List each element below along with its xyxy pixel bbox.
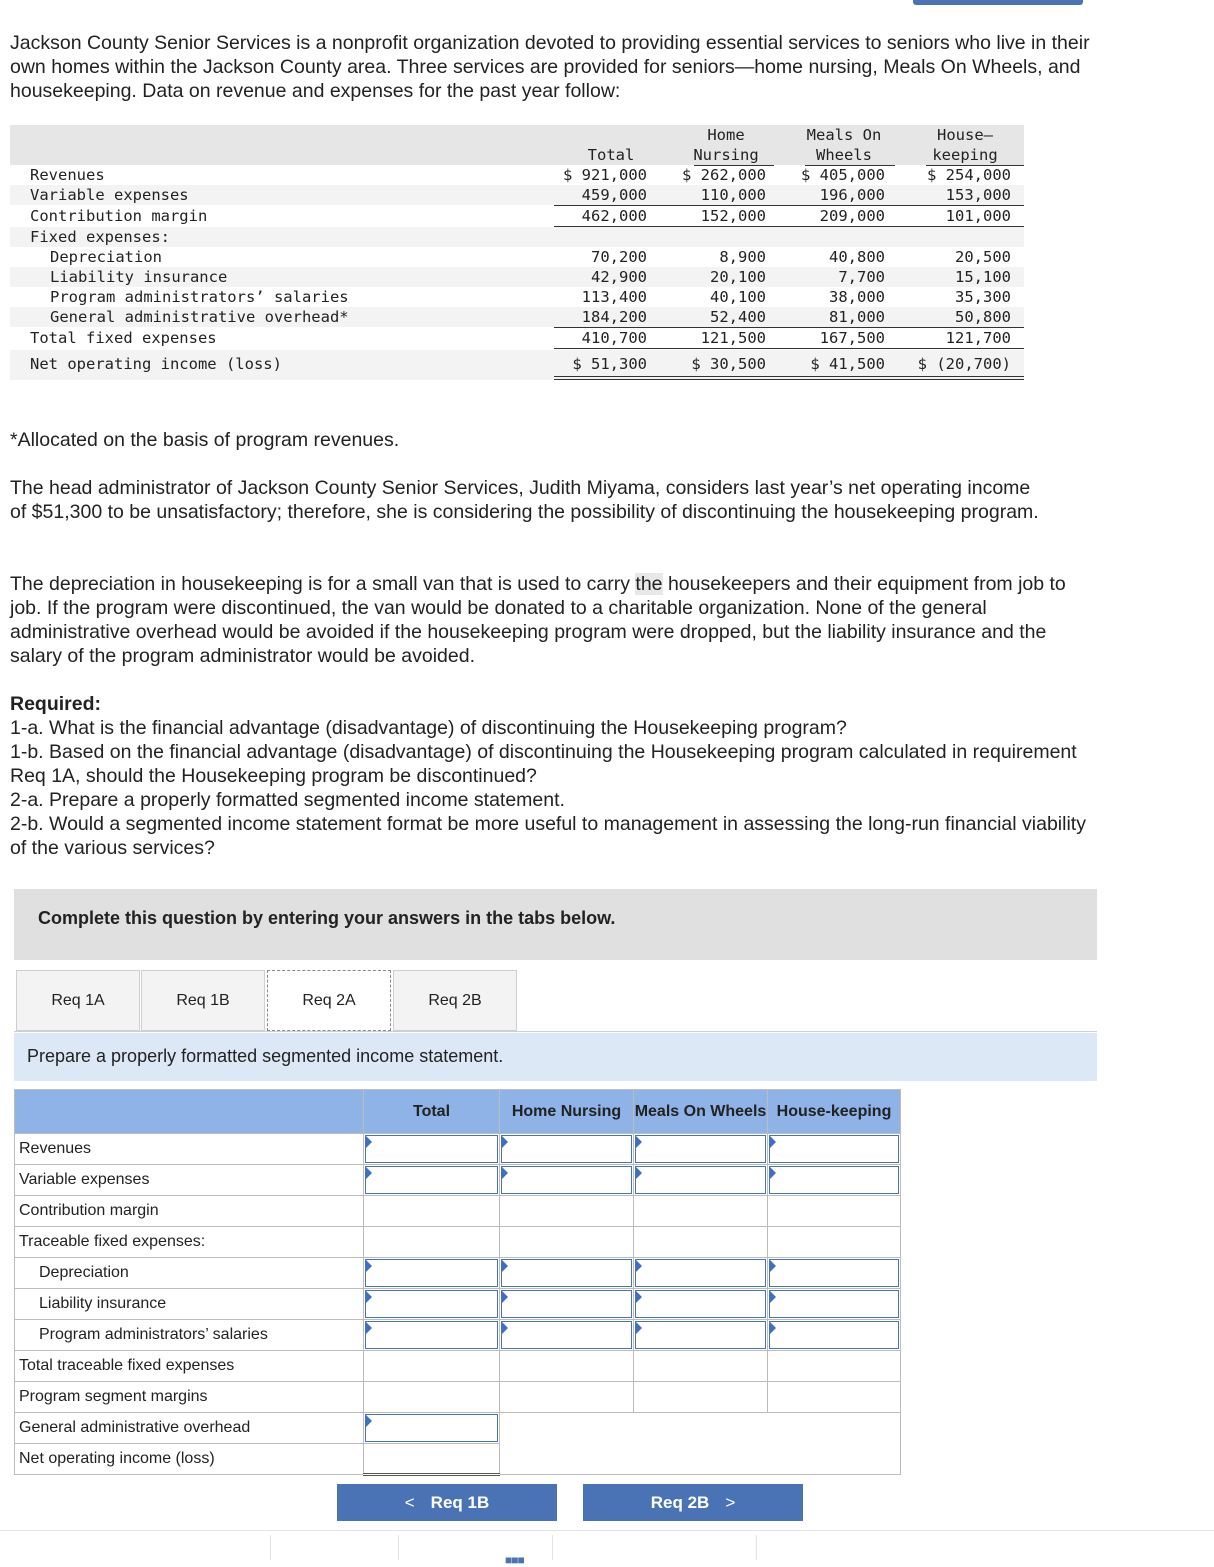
variable-expenses-housekeeping-input[interactable] bbox=[770, 1167, 898, 1193]
table-row: Fixed expenses: bbox=[10, 227, 1024, 247]
program-admin-meals-input[interactable] bbox=[636, 1322, 765, 1348]
tab-req-1b[interactable]: Req 1B bbox=[141, 970, 265, 1031]
header-meals-2: Wheels bbox=[816, 146, 872, 164]
liability-insurance-meals-input[interactable] bbox=[636, 1291, 765, 1317]
variable-expenses-total-input[interactable] bbox=[366, 1167, 497, 1193]
revenues-total-input[interactable] bbox=[366, 1136, 497, 1162]
header-home-nursing-2: Nursing bbox=[693, 146, 759, 164]
row-label-segment-margins: Program segment margins bbox=[15, 1382, 364, 1413]
segmented-income-statement bbox=[14, 1089, 901, 1476]
header-meals-1: Meals On bbox=[806, 126, 882, 144]
header-home-nursing-1: Home bbox=[707, 126, 745, 144]
row-label-contribution-margin: Contribution margin bbox=[15, 1196, 364, 1227]
program-admin-housekeeping-input[interactable] bbox=[770, 1322, 898, 1348]
paragraph-3: The depreciation in housekeeping is for a small van that is used to carry the housekeepers and their equipment from job to job. If the program were discontinued, the van would be donated to a charitable organization. None of the general administrative overhead would be avoided if the housekeeping program were dropped, but the liability insurance and the salary of the program administrator would be avoided. bbox=[10, 573, 1066, 667]
paragraph-2: The head administrator of Jackson County Senior Services, Judith Miyama, considers last year’s net operating income of $51,300 to be unsatisfactory; therefore, she is considering the possibility of discontinuing the housekeeping program. bbox=[10, 477, 1039, 523]
revenues-home-nursing-input[interactable] bbox=[502, 1136, 631, 1162]
tab-prompt: Prepare a properly formatted segmented income statement. bbox=[14, 1033, 1097, 1081]
variable-expenses-meals-input[interactable] bbox=[636, 1167, 765, 1193]
chevron-left-icon: < bbox=[404, 1492, 415, 1512]
header-house-1: House– bbox=[937, 126, 993, 144]
grid-header-total: Total bbox=[364, 1090, 500, 1134]
row-label-variable-expenses: Variable expenses bbox=[15, 1165, 364, 1196]
table-row: Total fixed expenses 410,700 121,500 167,500 121,700 bbox=[30, 329, 1011, 347]
required-item: 1-b. Based on the financial advantage (disadvantage) of discontinuing the Housekeeping program calculated in requirement Req 1A, should the Housekeeping program be discontinued? bbox=[10, 741, 1077, 787]
row-label-traceable-fixed: Traceable fixed expenses: bbox=[15, 1227, 364, 1258]
question-instruction: Complete this question by entering your answers in the tabs below. bbox=[38, 908, 616, 928]
table-row: General administrative overhead* 184,200 52,400 81,000 50,800 bbox=[10, 307, 1024, 327]
header-house-2: keeping bbox=[932, 146, 998, 164]
contribution-margin-total-cell bbox=[364, 1196, 500, 1227]
contribution-margin-home-nursing-cell bbox=[500, 1196, 634, 1227]
top-action-button[interactable] bbox=[913, 0, 1083, 5]
depreciation-total-input[interactable] bbox=[366, 1260, 497, 1286]
grid-header-housekeeping: House-keeping bbox=[768, 1090, 901, 1134]
tab-req-2a[interactable]: Req 2A bbox=[267, 970, 391, 1031]
row-label-liability-insurance: Liability insurance bbox=[15, 1289, 364, 1320]
required-section bbox=[10, 692, 1100, 860]
grid-dots-icon: ■■■ bbox=[505, 1553, 524, 1567]
footnote: *Allocated on the basis of program revenues. bbox=[10, 429, 400, 451]
table-row: Variable expenses 459,000 110,000 196,000 153,000 bbox=[10, 185, 1024, 205]
revenues-meals-input[interactable] bbox=[636, 1136, 765, 1162]
row-label-depreciation: Depreciation bbox=[15, 1258, 364, 1289]
required-title: Required: bbox=[10, 693, 102, 715]
header-total: Total bbox=[587, 146, 635, 164]
tab-req-1a[interactable]: Req 1A bbox=[16, 970, 140, 1031]
depreciation-meals-input[interactable] bbox=[636, 1260, 765, 1286]
question-instruction-box bbox=[14, 889, 1097, 960]
variable-expenses-home-nursing-input[interactable] bbox=[502, 1167, 631, 1193]
row-label-program-admin-salaries: Program administrators’ salaries bbox=[15, 1320, 364, 1351]
row-label-general-admin: General administrative overhead bbox=[15, 1413, 364, 1444]
general-admin-total-input[interactable] bbox=[366, 1415, 497, 1441]
table-row: Depreciation 70,200 8,900 40,800 20,500 bbox=[50, 248, 1011, 266]
row-label-net-operating-income: Net operating income (loss) bbox=[15, 1444, 364, 1475]
liability-insurance-housekeeping-input[interactable] bbox=[770, 1291, 898, 1317]
program-admin-total-input[interactable] bbox=[366, 1322, 497, 1348]
required-item: 2-a. Prepare a properly formatted segmented income statement. bbox=[10, 789, 565, 811]
required-item: 2-b. Would a segmented income statement format be more useful to management in assessing the long-run financial viability of the various services? bbox=[10, 813, 1086, 859]
required-item: 1-a. What is the financial advantage (disadvantage) of discontinuing the Housekeeping program? bbox=[10, 717, 847, 739]
table-row: Liability insurance 42,900 20,100 7,700 15,100 bbox=[10, 267, 1024, 287]
depreciation-home-nursing-input[interactable] bbox=[502, 1260, 631, 1286]
liability-insurance-home-nursing-input[interactable] bbox=[502, 1291, 631, 1317]
contribution-margin-meals-cell bbox=[634, 1196, 768, 1227]
program-admin-home-nursing-input[interactable] bbox=[502, 1322, 631, 1348]
depreciation-housekeeping-input[interactable] bbox=[770, 1260, 898, 1286]
table-row: Contribution margin 462,000 152,000 209,000 101,000 bbox=[30, 207, 1011, 225]
table-row: Net operating income (loss) $ 51,300 $ 30,500 $ 41,500 $ (20,700) bbox=[10, 350, 1024, 380]
grid-header-blank bbox=[15, 1090, 364, 1134]
grid-header-home-nursing: Home Nursing bbox=[500, 1090, 634, 1134]
row-label-revenues: Revenues bbox=[15, 1134, 364, 1165]
table-row: Program administrators’ salaries 113,400 40,100 38,000 35,300 bbox=[50, 288, 1011, 306]
next-button[interactable]: Req 2B > bbox=[583, 1484, 803, 1521]
net-operating-income-total-cell bbox=[364, 1444, 500, 1475]
row-label-total-traceable: Total traceable fixed expenses bbox=[15, 1351, 364, 1382]
chevron-right-icon: > bbox=[725, 1492, 736, 1512]
prev-button[interactable]: < Req 1B bbox=[337, 1484, 557, 1521]
tab-req-2b[interactable]: Req 2B bbox=[393, 970, 517, 1031]
table-row: Revenues $ 921,000 $ 262,000 $ 405,000 $ 254,000 bbox=[30, 166, 1011, 184]
contribution-margin-housekeeping-cell bbox=[768, 1196, 901, 1227]
liability-insurance-total-input[interactable] bbox=[366, 1291, 497, 1317]
intro-paragraph: Jackson County Senior Services is a nonprofit organization devoted to providing essential services to seniors who live in their own homes within the Jackson County area. Three services are provided for seniors—home nursing, Meals On Wheels, and housekeeping. Data on revenue and expenses for the past year follow: bbox=[10, 32, 1090, 102]
revenues-housekeeping-input[interactable] bbox=[770, 1136, 898, 1162]
grid-header-meals-on-wheels: Meals On Wheels bbox=[634, 1090, 768, 1134]
